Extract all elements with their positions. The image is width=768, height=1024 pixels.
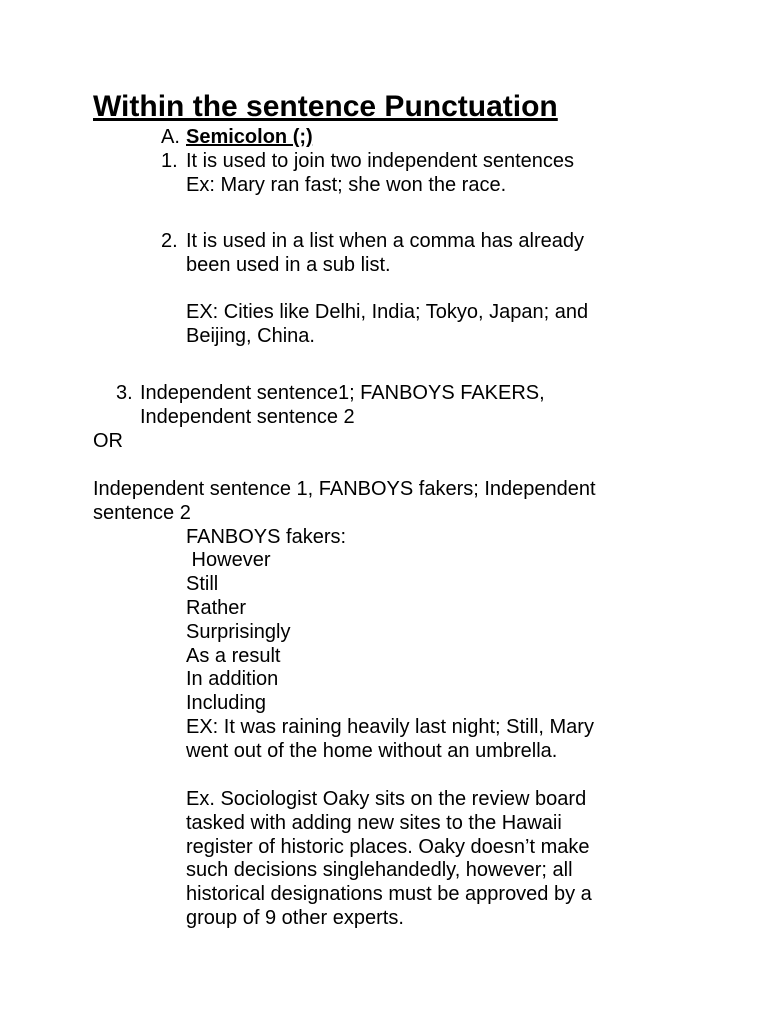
faker-item: However	[186, 549, 271, 571]
faker-item: Rather	[186, 597, 247, 619]
item-3-number: 3.	[116, 382, 133, 404]
alt-line-2: sentence 2	[93, 502, 191, 524]
alt-line-1: Independent sentence 1, FANBOYS fakers; Independent	[93, 478, 596, 500]
example-2-line-5: historical designations must be approved by a	[186, 883, 592, 905]
item-3-line-1: Independent sentence1; FANBOYS FAKERS,	[140, 382, 545, 404]
example-2-line-3: register of historic places. Oaky doesn’t make	[186, 836, 590, 858]
example-2-line-4: such decisions singlehandedly, however; all	[186, 859, 573, 881]
example-2-line-1: Ex. Sociologist Oaky sits on the review board	[186, 788, 587, 810]
item-2-line-1: It is used in a list when a comma has already	[186, 230, 584, 252]
item-2-example-line-2: Beijing, China.	[186, 325, 315, 347]
item-1-example: Ex: Mary ran fast; she won the race.	[186, 174, 507, 196]
item-3-line-2: Independent sentence 2	[140, 406, 355, 428]
faker-item: As a result	[186, 645, 281, 667]
or-text: OR	[93, 430, 123, 452]
faker-item: Including	[186, 692, 267, 714]
faker-item: Surprisingly	[186, 621, 291, 643]
item-2-number: 2.	[161, 230, 178, 252]
item-1-number: 1.	[161, 150, 178, 172]
item-2-example-line-1: EX: Cities like Delhi, India; Tokyo, Japan; and	[186, 301, 589, 323]
faker-item: Still	[186, 573, 219, 595]
section-a-heading: Semicolon (;)	[186, 126, 313, 148]
example-1-line-2: went out of the home without an umbrella.	[186, 740, 558, 762]
item-2-line-2: been used in a sub list.	[186, 254, 391, 276]
example-2-line-2: tasked with adding new sites to the Hawaii	[186, 812, 562, 834]
item-1-text: It is used to join two independent sentences	[186, 150, 575, 172]
faker-item: In addition	[186, 668, 279, 690]
example-2-line-6: group of 9 other experts.	[186, 907, 404, 929]
fakers-heading: FANBOYS fakers:	[186, 526, 347, 548]
page-title: Within the sentence Punctuation	[93, 90, 558, 123]
example-1-line-1: EX: It was raining heavily last night; Still, Mary	[186, 716, 594, 738]
section-a-letter: A.	[161, 126, 180, 148]
